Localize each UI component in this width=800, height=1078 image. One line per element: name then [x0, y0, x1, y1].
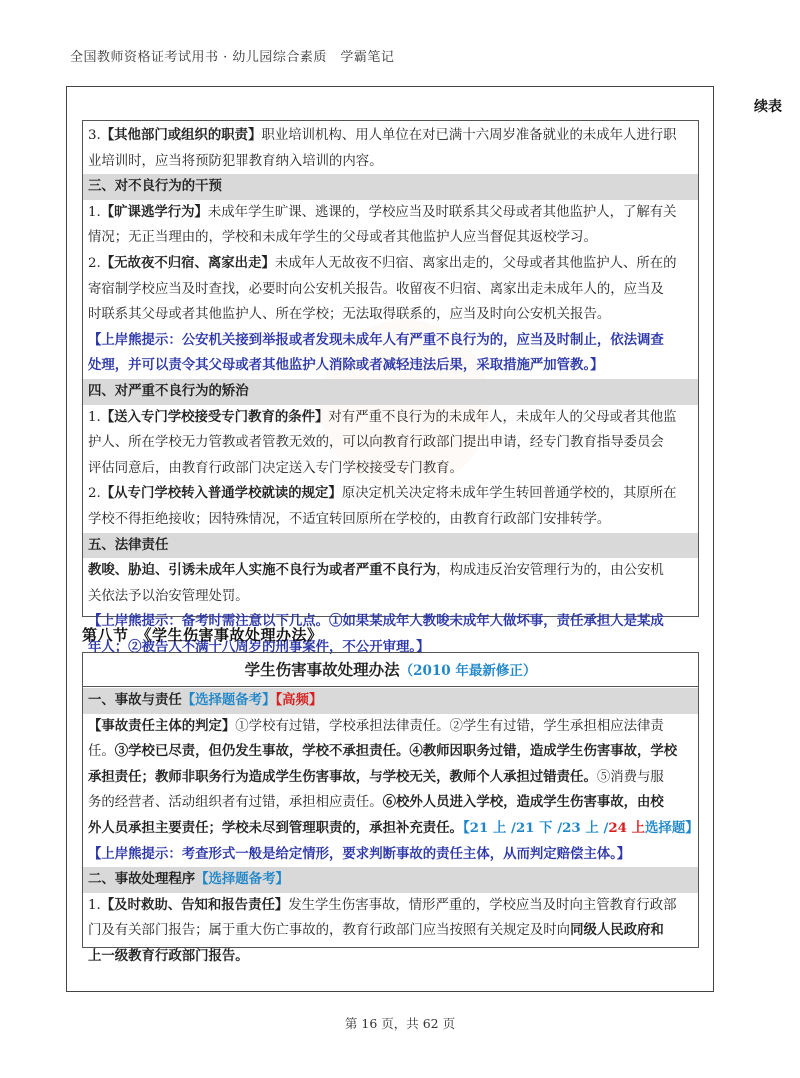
- paragraph-other-departments: 3.【其他部门或组织的职责】职业培训机构、用人单位在对已满十六周岁准备就业的未成年人进行职: [88, 127, 677, 143]
- paragraph-legal-liability: 教唆、胁迫、引诱未成年人实施不良行为或者严重不良行为，构成违反治安管理行为的，由公安机: [88, 562, 664, 579]
- paragraph-rescue-report: 1.【及时救助、告知和报告责任】发生学生伤害事故，情形严重的，学校应当及时向主管教育行政部: [88, 896, 677, 913]
- paragraph-truancy: 1.【旷课逃学行为】未成年学生旷课、逃课的，学校应当及时联系其父母或者其他监护人，了解有关: [88, 203, 677, 220]
- paragraph-special-school-transfer: 2.【从专门学校转入普通学校就读的规定】原决定机关决定将未成年学生转回普通学校的，其原所在: [88, 485, 677, 502]
- paragraph-line: 护人、所在学校无力管教或者管教无效的，可以向教育行政部门提出申请，经专门教育指导委员会: [88, 435, 664, 451]
- paragraph-line: 业培训时，应当将预防犯罪教育纳入培训的内容。: [88, 153, 383, 169]
- paragraph-line: 任。③学校已尽责，但仍发生事故，学校不承担责任。④教师因职务过错，造成学生伤害事故，学校: [88, 743, 678, 760]
- section-heading-5: 五、法律责任: [83, 533, 698, 559]
- paragraph-line: 学校不得拒绝接收；因特殊情况，不适宜转回原所在学校的，由教育行政部门安排转学。: [88, 511, 611, 527]
- paragraph-line: 承担责任；教师非职务行为造成学生伤害事故，与学校无关，教师个人承担过错责任。⑤消费与服: [88, 768, 664, 785]
- section-heading-accident-liability: 一、事故与责任【选择题备考】【高频】: [83, 688, 698, 714]
- paragraph-line: 寄宿制学校应当及时查找，必要时向公安机关报告。收留夜不归宿、离家出走未成年人的，应当及: [88, 281, 664, 297]
- paragraph-line: 关依法予以治安管理处罚。: [88, 588, 249, 604]
- paragraph-line: 门及有关部门报告；属于重大伤亡事故的，教育行政部门应当按照有关规定及时向同级人民政府和: [88, 922, 664, 939]
- paragraph-runaway: 2.【无故夜不归宿、离家出走】未成年人无故夜不归宿、离家出走的，父母或者其他监护人、所在的: [88, 254, 677, 271]
- paragraph-line: 评估同意后，由教育行政部门决定送入专门学校接受专门教育。: [88, 460, 463, 476]
- table-title: 学生伤害事故处理办法（2010 年最新修正）: [83, 653, 698, 687]
- section-heading-4: 四、对严重不良行为的矫治: [83, 379, 698, 405]
- tip-note-instigation: 【上岸熊提示：备考时需注意以下几点。①如果某成年人教唆未成年人做坏事，责任承担人是某成: [88, 613, 664, 630]
- tip-note-line: 年人；②被告人不满十八周岁的刑事案件，不公开审理。】: [88, 638, 430, 655]
- student-injury-table: [82, 652, 699, 964]
- tip-note-police: 【上岸熊提示：公安机关接到举报或者发现未成年人有严重不良行为的，应当及时制止，依法调查: [88, 331, 664, 348]
- tip-note-line: 处理，并可以责令其父母或者其他监护人消除或者减轻违法后果，采取措施严加管教。】: [88, 357, 604, 374]
- paragraph-line: 上一级教育行政部门报告。: [88, 947, 249, 964]
- section-heading-procedure: 二、事故处理程序【选择题备考】: [83, 867, 698, 893]
- paragraph-special-school-admission: 1.【送入专门学校接受专门教育的条件】对有严重不良行为的未成年人，未成年人的父母或者其他监: [88, 408, 677, 425]
- paragraph-line: 情况；无正当理由的，学校和未成年学生的父母或者其他监护人应当督促其返校学习。: [88, 230, 597, 246]
- page-number: 第 16 页，共 62 页: [344, 1016, 456, 1031]
- section-heading-3: 三、对不良行为的干预: [83, 174, 698, 200]
- chapter-heading: 第八节 《学生伤害事故处理办法》: [82, 626, 323, 644]
- continued-table-label: 续表: [754, 99, 782, 115]
- running-header: 全国教师资格证考试用书 · 幼儿园综合素质 学霸笔记: [70, 50, 395, 65]
- paragraph-liability-subject: 【事故责任主体的判定】①学校有过错，学校承担法律责任。②学生有过错，学生承担相应法律责: [88, 717, 664, 734]
- paragraph-line: 时联系其父母或者其他监护人、所在学校；无法取得联系的，应当及时向公安机关报告。: [88, 307, 611, 323]
- tip-note-exam-format: 【上岸熊提示：考查形式一般是给定情形，要求判断事故的责任主体，从而判定赔偿主体。】: [88, 845, 631, 862]
- paragraph-line: 务的经营者、活动组织者有过错，承担相应责任。⑥校外人员进入学校，造成学生伤害事故，由校: [88, 794, 664, 811]
- paragraph-line: 外人员承担主要责任；学校未尽到管理职责的，承担补充责任。【21 上 /21 下 /23 上 /24 上选择题】: [88, 819, 699, 836]
